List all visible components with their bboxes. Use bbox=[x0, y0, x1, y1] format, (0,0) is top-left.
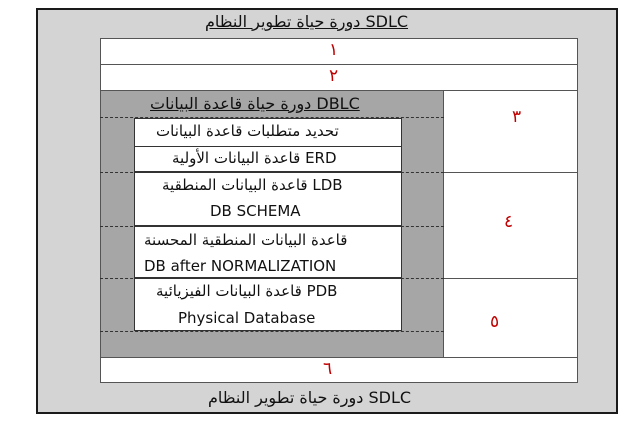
sdlc-title: دورة حياة تطوير النظام SDLC bbox=[205, 12, 409, 31]
step-1-row bbox=[100, 38, 578, 65]
step-2-row bbox=[100, 64, 578, 91]
cell-schema: DB SCHEMA bbox=[210, 202, 301, 220]
step-2-label: ٢ bbox=[329, 66, 339, 86]
step-6-label: ٦ bbox=[323, 359, 333, 379]
step-5-label: ٥ bbox=[490, 312, 500, 332]
cell-physical: Physical Database bbox=[178, 309, 316, 327]
step-6-row bbox=[100, 357, 578, 383]
cell-normalized-ar: قاعدة البيانات المنطقية المحسنة bbox=[144, 231, 348, 249]
dblc-title: دورة حياة قاعدة البيانات DBLC bbox=[150, 94, 360, 113]
cell-ldb: قاعدة البيانات المنطقية LDB bbox=[162, 176, 343, 194]
cell-pdb: قاعدة البيانات الفيزيائية PDB bbox=[156, 282, 338, 300]
step-3-label: ٣ bbox=[512, 107, 522, 127]
cell-erd: قاعدة البيانات الأولية ERD bbox=[172, 149, 337, 167]
cell-requirements: تحديد متطلبات قاعدة البيانات bbox=[156, 122, 339, 140]
step-1-label: ١ bbox=[329, 40, 339, 60]
dashed-line-5 bbox=[100, 331, 444, 332]
right-divider-1 bbox=[444, 172, 578, 173]
right-divider-2 bbox=[444, 278, 578, 279]
cell-normalized-en: DB after NORMALIZATION bbox=[144, 257, 337, 275]
step-4-label: ٤ bbox=[504, 212, 514, 232]
sdlc-footer: دورة حياة تطوير النظام SDLC bbox=[208, 388, 412, 407]
